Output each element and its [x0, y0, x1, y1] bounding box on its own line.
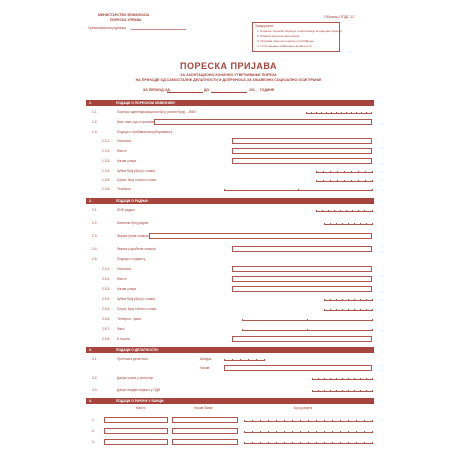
- authority-name: ПОРЕСКА УПРАВА: [110, 18, 142, 22]
- seat-street-field[interactable]: [232, 286, 372, 292]
- row-label: Назив улице: [117, 287, 137, 291]
- row-label: Место: [117, 149, 127, 153]
- row-num: 1.3.2.: [102, 149, 111, 153]
- row-label: Фирма (скраћена ознака): [117, 247, 156, 251]
- form-subtitle-2: НА ПРИХОДЕ ОД САМОСТАЛНЕ ДЕЛАТНОСТИ И ДОПРИНОСА ЗА ОБАВЕЗНО СОЦИЈАЛНО ОСИГУРАЊЕ: [135, 78, 322, 82]
- legend-item[interactable]: 1. Коначно порески обрачун и аконтација за наредни период: [257, 29, 342, 33]
- row-num: 2.5.: [92, 257, 98, 261]
- row-label: Телефон: [117, 187, 131, 191]
- section-number: 1.: [89, 101, 92, 105]
- row-label: Претежна делатност: [117, 357, 149, 361]
- table-row-num: 1.: [92, 418, 95, 422]
- row-num: 1.3.4.: [102, 169, 111, 173]
- jmbg-comb-field[interactable]: [306, 109, 372, 114]
- form-code: Образац ППДГ-1С: [324, 15, 355, 19]
- legend-title: Заокружити:: [255, 24, 274, 28]
- section-3-header: [86, 347, 374, 353]
- column-header-account: Број рачуна: [294, 406, 313, 410]
- row-num: 1.2.: [92, 120, 98, 124]
- column-header-place: Место: [136, 406, 146, 410]
- bank-place-cell[interactable]: [104, 428, 168, 434]
- section-1-header: [86, 100, 374, 106]
- section-2-header: [86, 198, 374, 204]
- row-num: 1.3.5.: [102, 178, 111, 182]
- firm-short-field[interactable]: [232, 246, 372, 252]
- legend-item[interactable]: 3. Исправа прве на пореско ослобођење: [257, 39, 314, 43]
- row-num: 2.5.1.: [102, 267, 111, 271]
- municipality-field[interactable]: [232, 138, 372, 144]
- street-field[interactable]: [232, 158, 372, 164]
- seat-municipality-field[interactable]: [232, 266, 372, 272]
- vat-date-comb[interactable]: [312, 387, 372, 392]
- row-label: Спрат, број стана и слово: [117, 307, 157, 311]
- activity-code-comb[interactable]: [224, 356, 264, 361]
- org-unit-label: Организациона јединица: [88, 26, 127, 30]
- row-label: Спрат, број стана и слово: [117, 178, 157, 182]
- row-num: 2.5.4.: [102, 297, 111, 301]
- row-label: Кућни број (број и слово): [117, 297, 156, 301]
- section-title: ПОДАЦИ О ПОРЕСКОМ ОБВЕЗНИКУ: [116, 101, 176, 105]
- account-number-comb[interactable]: [244, 428, 372, 433]
- row-num: 2.2.: [92, 221, 98, 225]
- row-label: Подаци о пребивалишту/боравишту: [117, 130, 173, 134]
- row-label: Е-пошта: [117, 337, 130, 341]
- row-num: 1.3.3.: [102, 159, 111, 163]
- seat-house-comb[interactable]: [324, 296, 372, 301]
- row-label: Фирма (пуна ознака): [117, 234, 149, 238]
- full-name-field[interactable]: [154, 119, 372, 125]
- options-legend: [252, 22, 340, 52]
- section-number: 3.: [89, 348, 92, 352]
- registration-date-comb[interactable]: [312, 375, 372, 380]
- bank-name-cell[interactable]: [172, 439, 238, 445]
- seat-phone-comb[interactable]: [242, 316, 372, 321]
- row-label: Општина: [117, 267, 132, 271]
- period-from-field[interactable]: [167, 92, 203, 93]
- section-4-header: [86, 398, 374, 404]
- seat-email-field[interactable]: [232, 336, 372, 342]
- section-title: ПОДАЦИ О РАЧУНУ У БАНЦИ:: [116, 399, 165, 403]
- row-label: Датум уписа у регистар: [117, 376, 154, 380]
- row-label: Име, име оца и презиме: [117, 120, 155, 124]
- row-num: 3.1.: [92, 357, 98, 361]
- section-number: 2.: [89, 199, 92, 203]
- row-label: Порески идентификациони број (лични број) - ЈМБГ: [117, 110, 197, 114]
- section-title: ПОДАЦИ О ДЕЛАТНОСТИ:: [116, 348, 159, 352]
- seat-fax-comb[interactable]: [242, 326, 372, 331]
- legend-item[interactable]: 2. Измена месечне аконтације: [257, 34, 300, 38]
- activity-code-label: Шифра:: [200, 357, 213, 361]
- section-title: ПОДАЦИ О РАДЊИ:: [116, 199, 149, 203]
- activity-name-label: Назив:: [200, 366, 211, 370]
- section-number: 4.: [89, 399, 92, 403]
- period-from-label: ЗА ПЕРИОД ОД: [143, 88, 170, 92]
- row-num: 2.5.7.: [102, 327, 111, 331]
- row-num: 2.3.: [92, 234, 98, 238]
- column-header-bank: Назив банке: [194, 406, 213, 410]
- row-label: ПИБ радње: [117, 208, 135, 212]
- row-num: 1.3.6.: [102, 187, 111, 191]
- table-row-num: 3.: [92, 440, 95, 444]
- row-num: 2.5.8.: [102, 337, 111, 341]
- seat-apartment-comb[interactable]: [324, 306, 372, 311]
- account-number-comb[interactable]: [244, 439, 372, 444]
- tax-form-page: [74, 8, 383, 452]
- row-label: Датум евидентирања у ПДВ: [117, 388, 161, 392]
- apartment-comb[interactable]: [316, 177, 372, 182]
- pib-comb[interactable]: [316, 207, 372, 212]
- activity-name-field[interactable]: [224, 365, 372, 371]
- row-num: 2.5.2.: [102, 277, 111, 281]
- row-num: 2.5.6.: [102, 317, 111, 321]
- row-num: 3.2.: [92, 376, 98, 380]
- row-num: 1.3.1.: [102, 139, 111, 143]
- ministry-name: МИНИСТАРСТВО ФИНАНСИЈА: [98, 13, 150, 17]
- period-year-label: 201__ ГОДИНЕ: [249, 88, 275, 92]
- account-number-comb[interactable]: [244, 417, 372, 422]
- row-label: Матични број радње: [117, 221, 149, 225]
- phone-comb[interactable]: [224, 186, 372, 191]
- row-label: Место: [117, 277, 127, 281]
- row-num: 3.3.: [92, 388, 98, 392]
- bank-name-cell[interactable]: [172, 428, 238, 434]
- row-num: 2.5.5.: [102, 307, 111, 311]
- form-subtitle-1: ЗА АКОНТАЦИОНО-КОНАЧНО УТВРЂИВАЊЕ ПОРЕЗА: [180, 73, 277, 77]
- bank-name-cell[interactable]: [172, 417, 238, 423]
- registry-number-comb[interactable]: [324, 220, 372, 225]
- form-title: ПОРЕСКА ПРИЈАВА: [180, 61, 277, 71]
- row-label: Кућни број (број и слово): [117, 169, 156, 173]
- row-label: Телефон - фикс: [117, 317, 142, 321]
- period-to-field[interactable]: [211, 92, 247, 93]
- firm-full-field[interactable]: [149, 233, 372, 239]
- row-label: Општина: [117, 139, 132, 143]
- row-num: 2.1.: [92, 208, 98, 212]
- org-unit-field[interactable]: [131, 29, 186, 30]
- bank-place-cell[interactable]: [104, 417, 168, 423]
- row-label: Назив улице: [117, 159, 137, 163]
- legend-item[interactable]: 4. Отпочињање обављања делатности: [257, 44, 312, 48]
- row-num: 2.5.3.: [102, 287, 111, 291]
- seat-place-field[interactable]: [232, 276, 372, 282]
- row-num: 2.4.: [92, 247, 98, 251]
- row-num: 1.3.: [92, 130, 98, 134]
- row-num: 1.1.: [92, 110, 98, 114]
- place-field[interactable]: [232, 148, 372, 154]
- house-number-comb[interactable]: [316, 168, 372, 173]
- row-label: Факс: [117, 327, 125, 331]
- table-row-num: 2.: [92, 429, 95, 433]
- period-to-label: ДО: [204, 88, 210, 92]
- row-label: Подаци о седишту: [117, 257, 146, 261]
- bank-place-cell[interactable]: [104, 439, 168, 445]
